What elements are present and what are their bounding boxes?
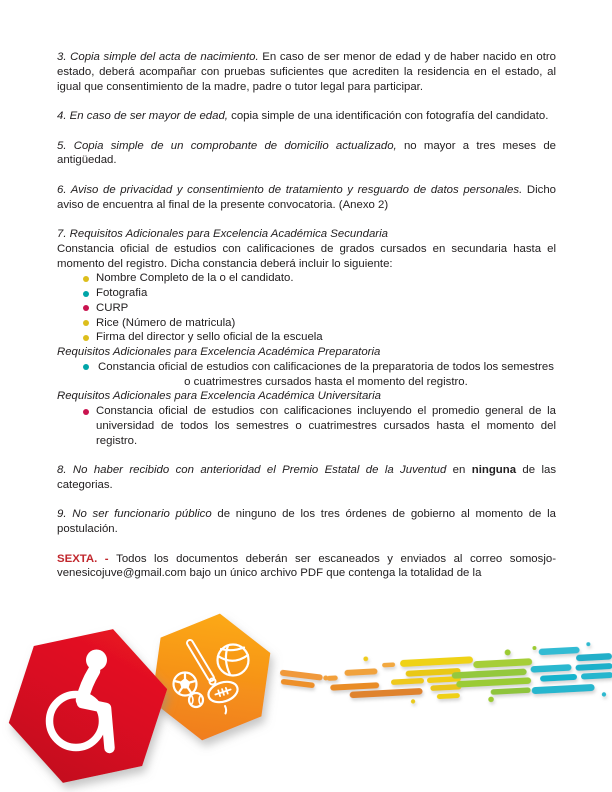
clause-sexta xyxy=(57,552,556,582)
preparatoria-requirements xyxy=(57,360,556,390)
item-4 xyxy=(57,109,556,124)
bullet-dot-yellow xyxy=(83,276,89,282)
bullet-item xyxy=(57,301,556,316)
bullet-dot-yellow xyxy=(83,335,89,341)
item-9 xyxy=(57,507,556,537)
bullet-item xyxy=(57,360,556,390)
text-segment: 9. No ser funcionario público xyxy=(57,508,212,521)
bullet-dot-crimson xyxy=(83,409,89,415)
bullet-text: Fotografia xyxy=(96,287,148,299)
text-segment: SEXTA. - xyxy=(57,552,117,565)
secundaria-requirements xyxy=(57,271,556,345)
document-body xyxy=(57,50,556,581)
bullet-item xyxy=(57,316,556,331)
item-7-body xyxy=(57,242,556,272)
footer-artwork xyxy=(0,592,612,792)
preparatoria-heading xyxy=(57,345,556,360)
text-segment: Constancia oficial de estudios con calificaciones de grados cursados en secundaria hasta el momento del registro. Dicha constancia deberá incluir lo siguiente: xyxy=(57,242,556,270)
text-segment: no mayor a tres meses de antigüedad. xyxy=(57,139,556,167)
text-segment: ninguna xyxy=(471,464,517,476)
text-segment: de ninguno de los tres órdenes de gobierno al momento de la postulación. xyxy=(57,508,556,535)
bullet-text: Nombre Completo de la o el candidato. xyxy=(96,272,294,285)
text-segment: 7. Requisitos Adicionales para Excelencia Académica Secundaria xyxy=(57,228,388,240)
text-segment: 5. Copia simple de un comprobante de domicilio actualizado, xyxy=(57,139,397,152)
bullet-text: Constancia oficial de estudios con calificaciones de la preparatoria de todos los semestres o cuatrimestres cursados hasta el momento del registro. xyxy=(98,360,554,388)
text-segment: en xyxy=(446,464,472,476)
universitaria-heading xyxy=(57,389,556,404)
text-segment: de las categorias. xyxy=(57,464,557,491)
item-5 xyxy=(57,139,556,169)
text-segment: 3. Copia simple del acta de nacimiento. xyxy=(57,51,259,63)
bullet-dot-yellow xyxy=(83,320,89,326)
item-6 xyxy=(57,183,556,213)
item-7-heading xyxy=(57,227,556,242)
text-segment: Requisitos Adicionales para Excelencia Académica Preparatoria xyxy=(57,346,381,358)
text-segment: En caso de ser menor de edad y de haber nacido en otro estado, deberá acompañar con pruebas suficientes que acrediten la residencia en el estado, al igual que consentimiento de la madre, padre o tutor legal para participar. xyxy=(57,51,556,93)
text-segment: Todos los documentos deberán ser escaneados y enviados al correo somosjo-venesicojuve@gmail.com bajo un único archivo PDF que contenga la totalidad de la xyxy=(57,552,556,580)
bullet-item xyxy=(57,286,556,301)
text-segment: 6. Aviso de privacidad y consentimiento de tratamiento y resguardo de datos personales. xyxy=(57,183,523,196)
orange-hexagon xyxy=(147,606,275,748)
bullet-item xyxy=(57,271,556,286)
item-3 xyxy=(57,50,556,94)
red-hexagon xyxy=(0,621,182,792)
bullet-text: Rice (Número de matricula) xyxy=(96,316,236,329)
bullet-text: Constancia oficial de estudios con calificaciones incluyendo el promedio general de la universidad de todos los semestres o cuatrimestres cursados hasta el momento del registro. xyxy=(96,405,556,447)
bullet-item xyxy=(57,404,556,448)
text-segment: 8. No haber recibido con anterioridad el Premio Estatal de la Juventud xyxy=(57,464,447,476)
bullet-text: Firma del director y sello oficial de la escuela xyxy=(96,331,323,344)
universitaria-requirements xyxy=(57,404,556,448)
bullet-dot-teal xyxy=(83,364,89,370)
text-segment: Requisitos Adicionales para Excelencia Académica Universitaria xyxy=(57,390,381,403)
text-segment: 4. En caso de ser mayor de edad, xyxy=(57,110,228,122)
item-8 xyxy=(57,463,556,493)
bullet-dot-teal xyxy=(83,291,89,297)
paint-streaks-left xyxy=(279,670,323,690)
text-segment: copia simple de una identificación con fotografía del candidato. xyxy=(227,110,549,122)
paint-streaks-graphic xyxy=(322,641,612,711)
bullet-dot-crimson xyxy=(83,305,89,311)
bullet-text: CURP xyxy=(96,301,129,314)
bullet-item xyxy=(57,330,556,345)
text-segment: Dicho aviso de encuentra al final de la presente convocatoria. (Anexo 2) xyxy=(57,183,556,211)
